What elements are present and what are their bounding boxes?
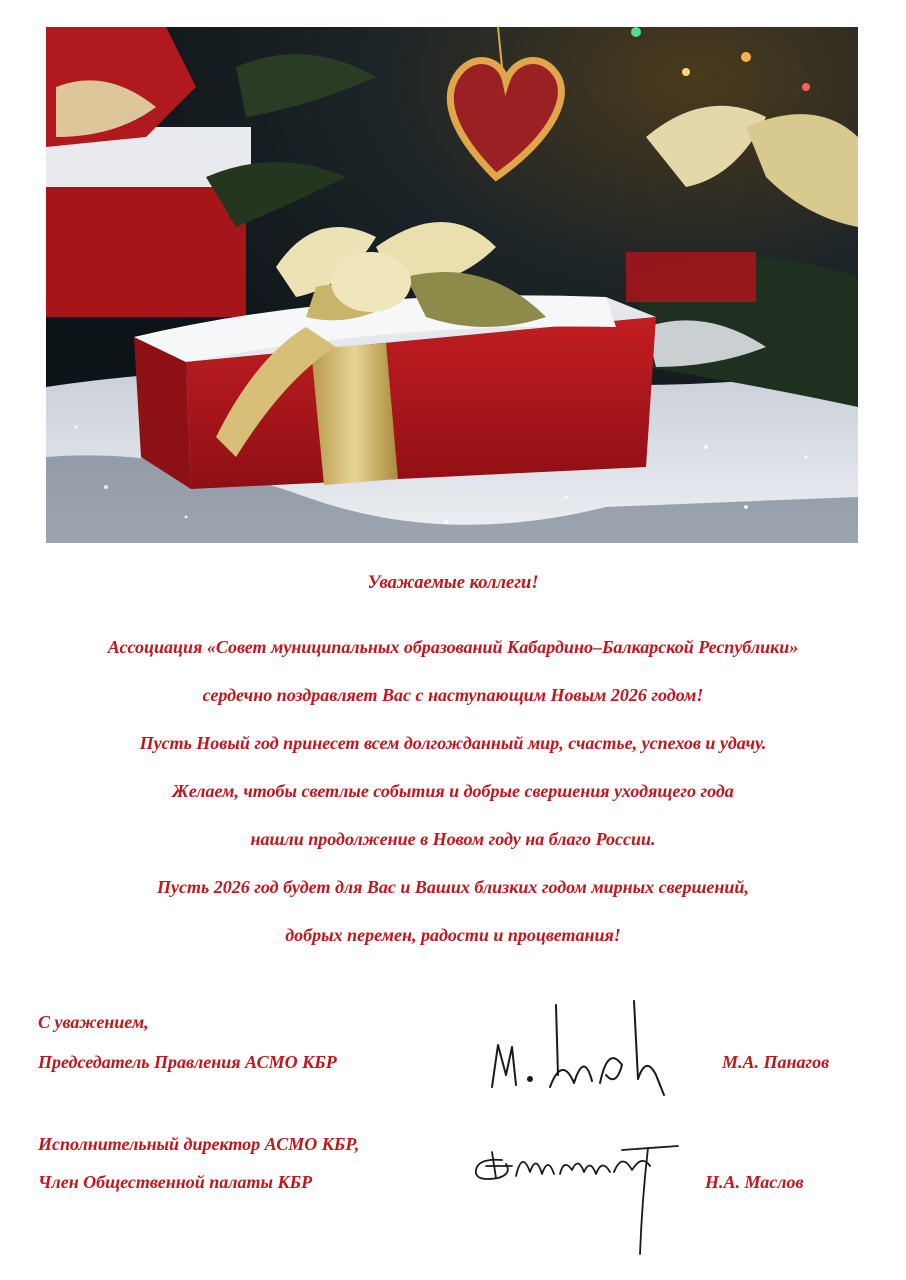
signatory-2-position-line2: Член Общественной палаты КБР xyxy=(38,1172,313,1192)
signatory-2-position-line1: Исполнительный директор АСМО КБР, xyxy=(38,1134,360,1154)
signatory-2-name: Н.А. Маслов xyxy=(705,1172,804,1192)
signatory-1-position: Председатель Правления АСМО КБР xyxy=(38,1052,337,1072)
signature-1-handwritten xyxy=(488,995,668,1105)
message-line: Желаем, чтобы светлые события и добрые свершения уходящего года xyxy=(172,781,734,801)
greeting: Уважаемые коллеги! xyxy=(367,573,539,593)
message-line: Пусть 2026 год будет для Вас и Ваших близких годом мирных свершений, xyxy=(157,877,749,897)
signatory-1-name: М.А. Панагов xyxy=(722,1052,830,1072)
message-line: сердечно поздравляет Вас с наступающим Новым 2026 годом! xyxy=(202,685,704,705)
closing-phrase: С уважением, xyxy=(38,1012,149,1032)
signature-2-handwritten xyxy=(472,1130,684,1260)
message-line: добрых перемен, радости и процветания! xyxy=(285,925,621,945)
message-line: Ассоциация «Совет муниципальных образований Кабардино–Балкарской Республики» xyxy=(107,637,799,657)
message-line: Пусть Новый год принесет всем долгожданный мир, счастье, успехов и удачу. xyxy=(139,733,767,753)
message-line: нашли продолжение в Новом году на благо России. xyxy=(250,829,656,849)
